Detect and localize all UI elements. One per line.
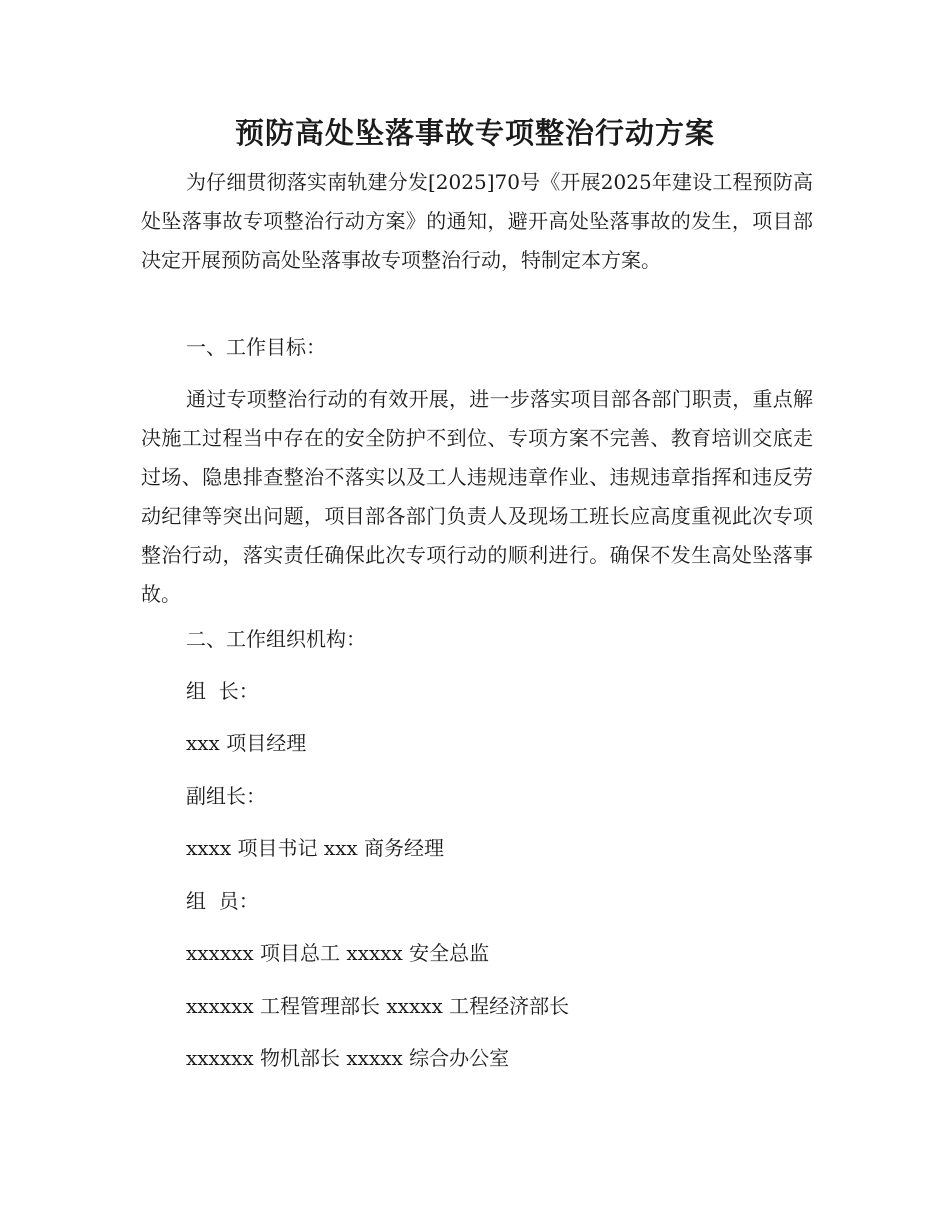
member-line: xxxxxx 物机部长 xxxxx 综合办公室 bbox=[186, 1046, 510, 1070]
goals-paragraph: 通过专项整治行动的有效开展，进一步落实项目部各部门职责，重点解决施工过程当中存在的安全防护不到位、专项方案不完善、教育培训交底走过场、隐患排查整治不落实以及工人违规违章作业、违规违章指挥和违反劳动纪律等突出问题，项目部各部门负责人及现场工班长应高度重视此次专项整治行动，落实责任确保此次专项行动的顺利进行。确保不发生高处坠落事故。 bbox=[141, 387, 813, 606]
document-title: 预防高处坠落事故专项整治行动方案 bbox=[234, 116, 715, 150]
section-heading-organization: 二、工作组织机构： bbox=[186, 627, 366, 651]
member-line: xxxxxx 项目总工 xxxxx 安全总监 bbox=[186, 941, 490, 965]
deputy-label: 副组长： bbox=[186, 784, 266, 808]
members-label: 组 员： bbox=[186, 889, 259, 913]
intro-paragraph: 为仔细贯彻落实南轨建分发[2025]70号《开展2025年建设工程预防高处坠落事故专项整治行动方案》的通知，避开高处坠落事故的发生，项目部决定开展预防高处坠落事故专项整治行动，特制定本方案。 bbox=[141, 170, 813, 272]
leader-entry: xxx 项目经理 bbox=[186, 731, 307, 755]
section-heading-goals: 一、工作目标： bbox=[186, 335, 326, 359]
deputy-entry: xxxx 项目书记 xxx 商务经理 bbox=[186, 836, 445, 860]
leader-label: 组 长： bbox=[186, 679, 259, 703]
member-line: xxxxxx 工程管理部长 xxxxx 工程经济部长 bbox=[186, 994, 570, 1018]
